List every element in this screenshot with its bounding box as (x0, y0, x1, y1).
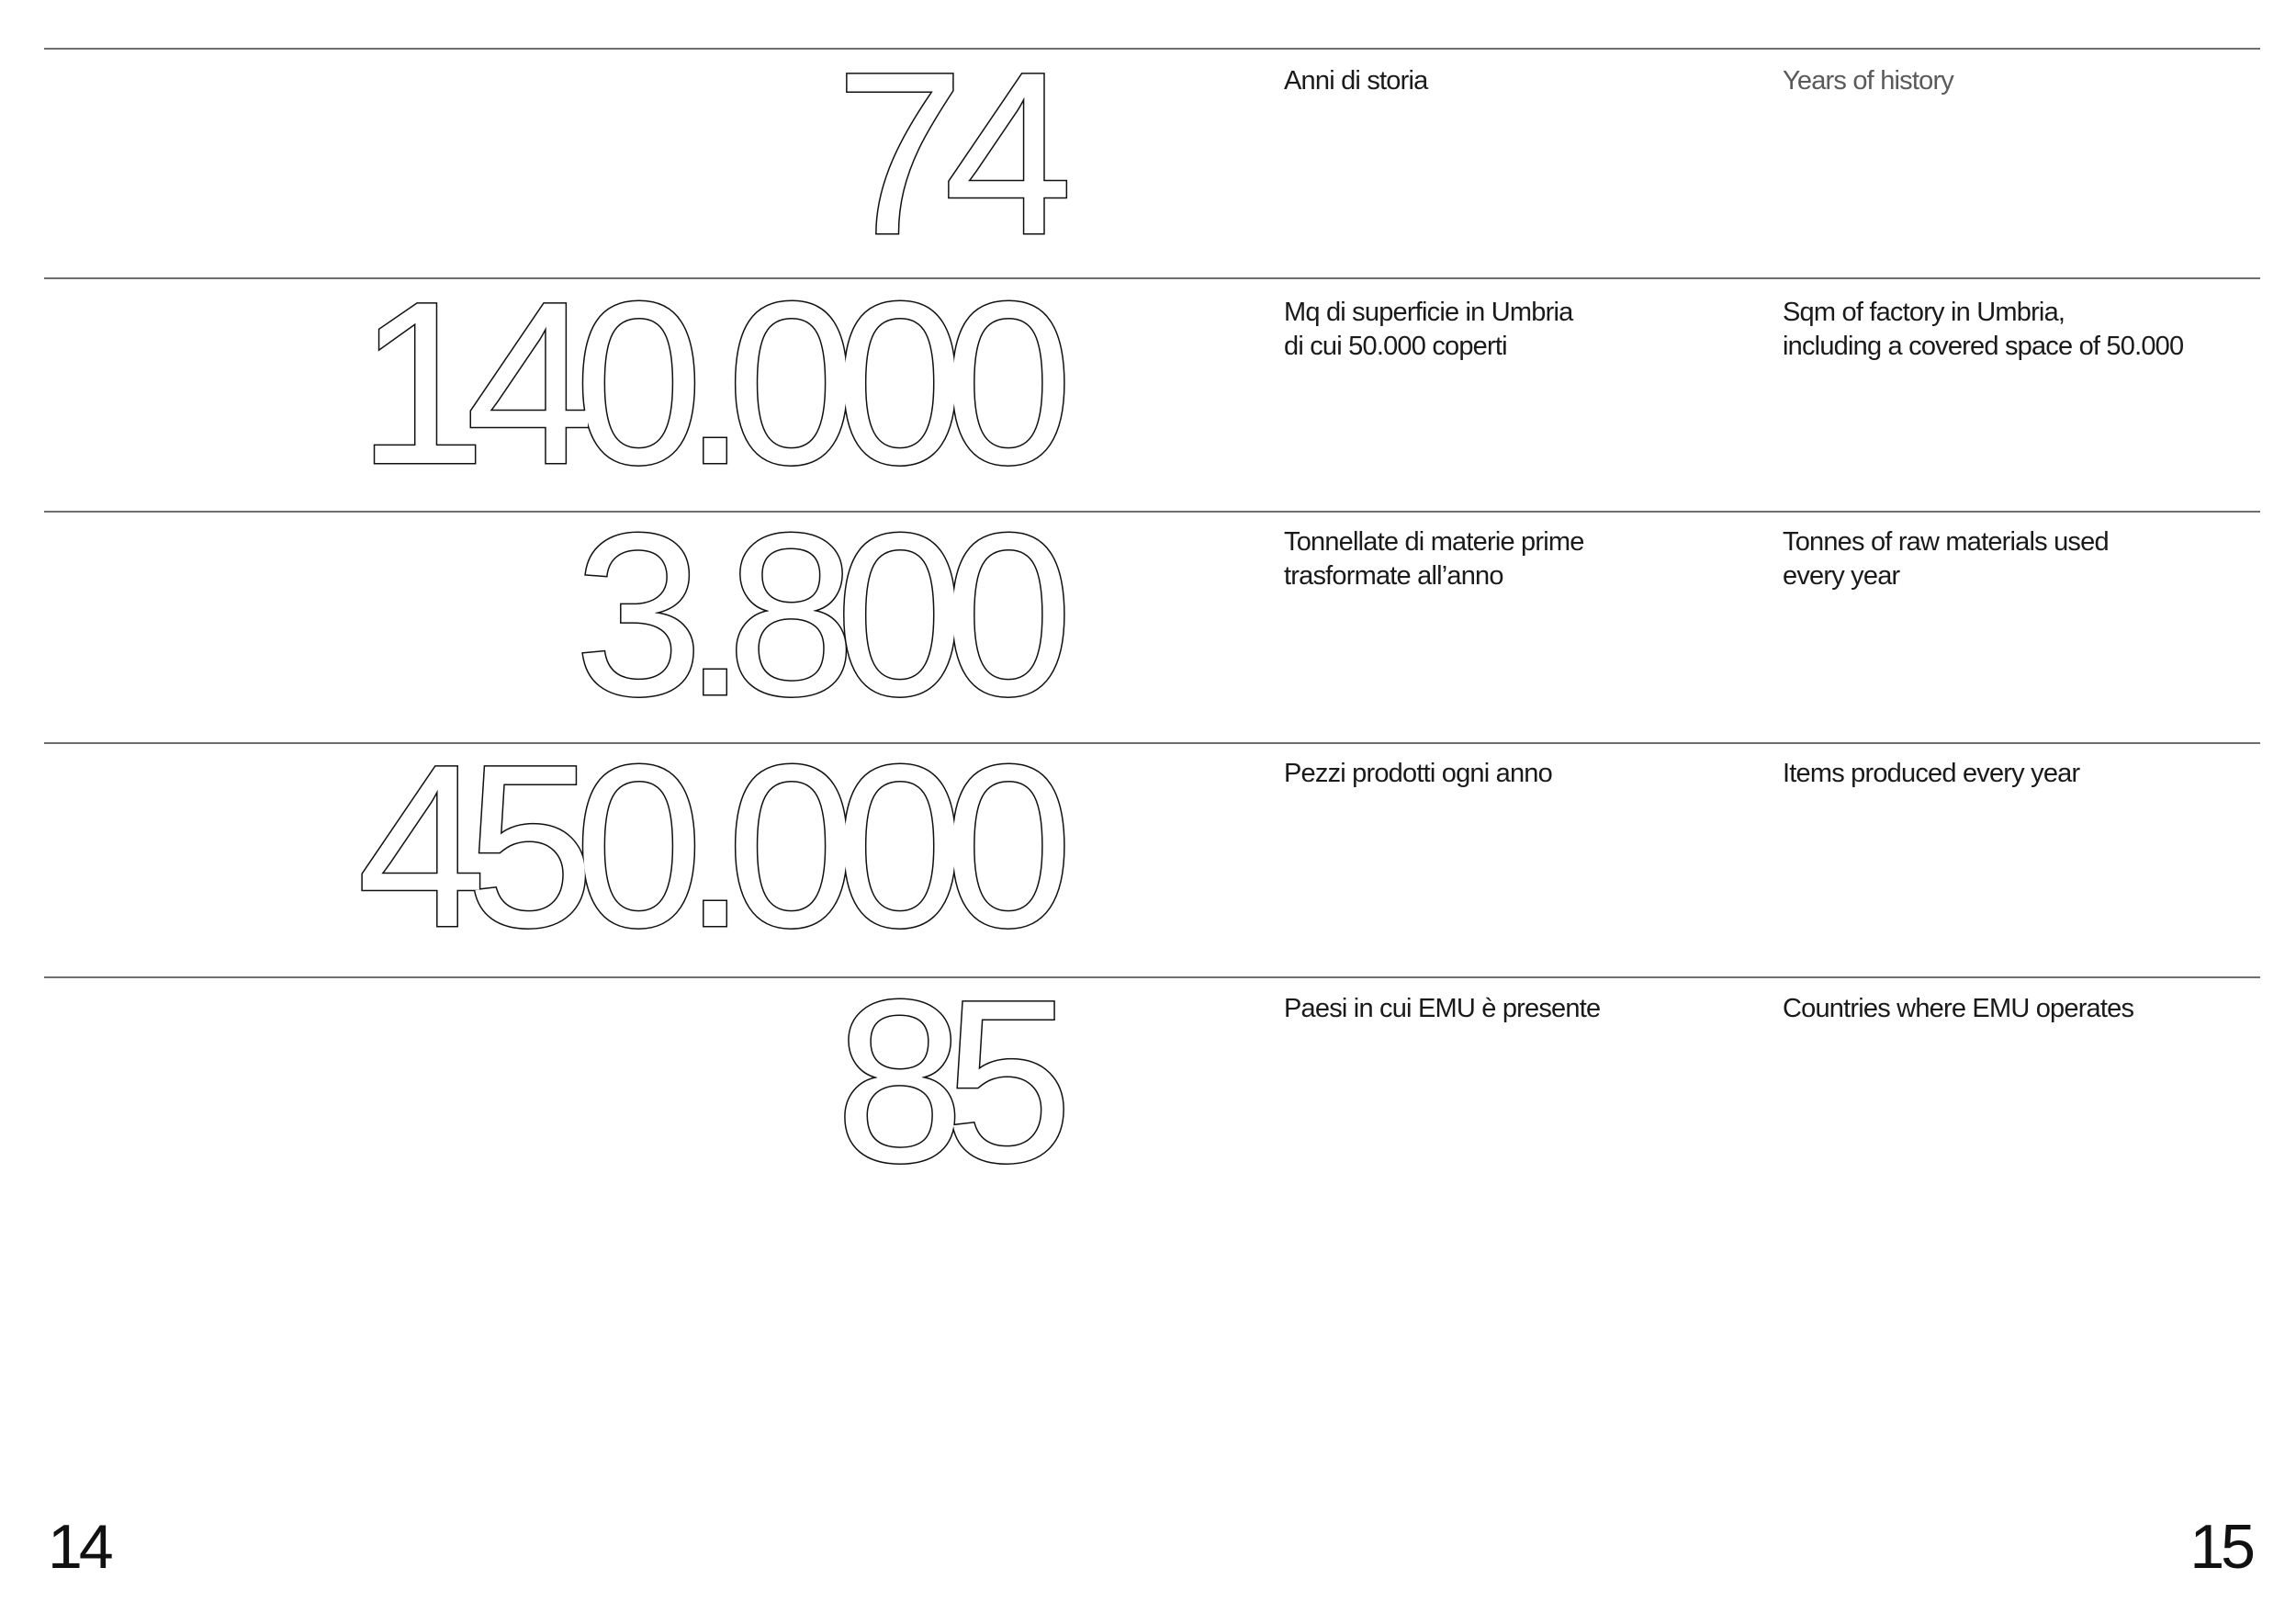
page-number-left: 14 (48, 1512, 110, 1582)
stat-label-italian: Anni di storia (1284, 66, 1428, 96)
stat-label-english: Countries where EMU operates (1783, 994, 2134, 1023)
stat-label-english: Sqm of factory in Umbria, including a covered space of 50.000 (1783, 298, 2184, 361)
stat-label-italian: Mq di superficie in Umbria di cui 50.000 coperti (1284, 298, 1573, 361)
stat-label-italian: Tonnellate di materie prime trasformate all’anno (1284, 527, 1584, 591)
stat-label-italian: Paesi in cui EMU è presente (1284, 994, 1601, 1023)
row-divider (44, 48, 2260, 50)
stat-label-english: Items produced every year (1783, 759, 2080, 788)
row-divider (44, 511, 2260, 513)
row-divider (44, 976, 2260, 978)
stat-label-italian: Pezzi prodotti ogni anno (1284, 759, 1552, 788)
stat-number-tonnes: 3.800 (574, 486, 1052, 744)
stat-number-years: 74 (835, 25, 1052, 283)
stat-label-english: Tonnes of raw materials used every year (1783, 527, 2109, 591)
page-number-right: 15 (2189, 1512, 2252, 1582)
stat-label-english: Years of history (1783, 66, 1954, 96)
stat-number-items: 450.000 (357, 717, 1052, 976)
stat-number-countries: 85 (835, 953, 1052, 1211)
stat-number-square-meters: 140.000 (357, 254, 1052, 513)
